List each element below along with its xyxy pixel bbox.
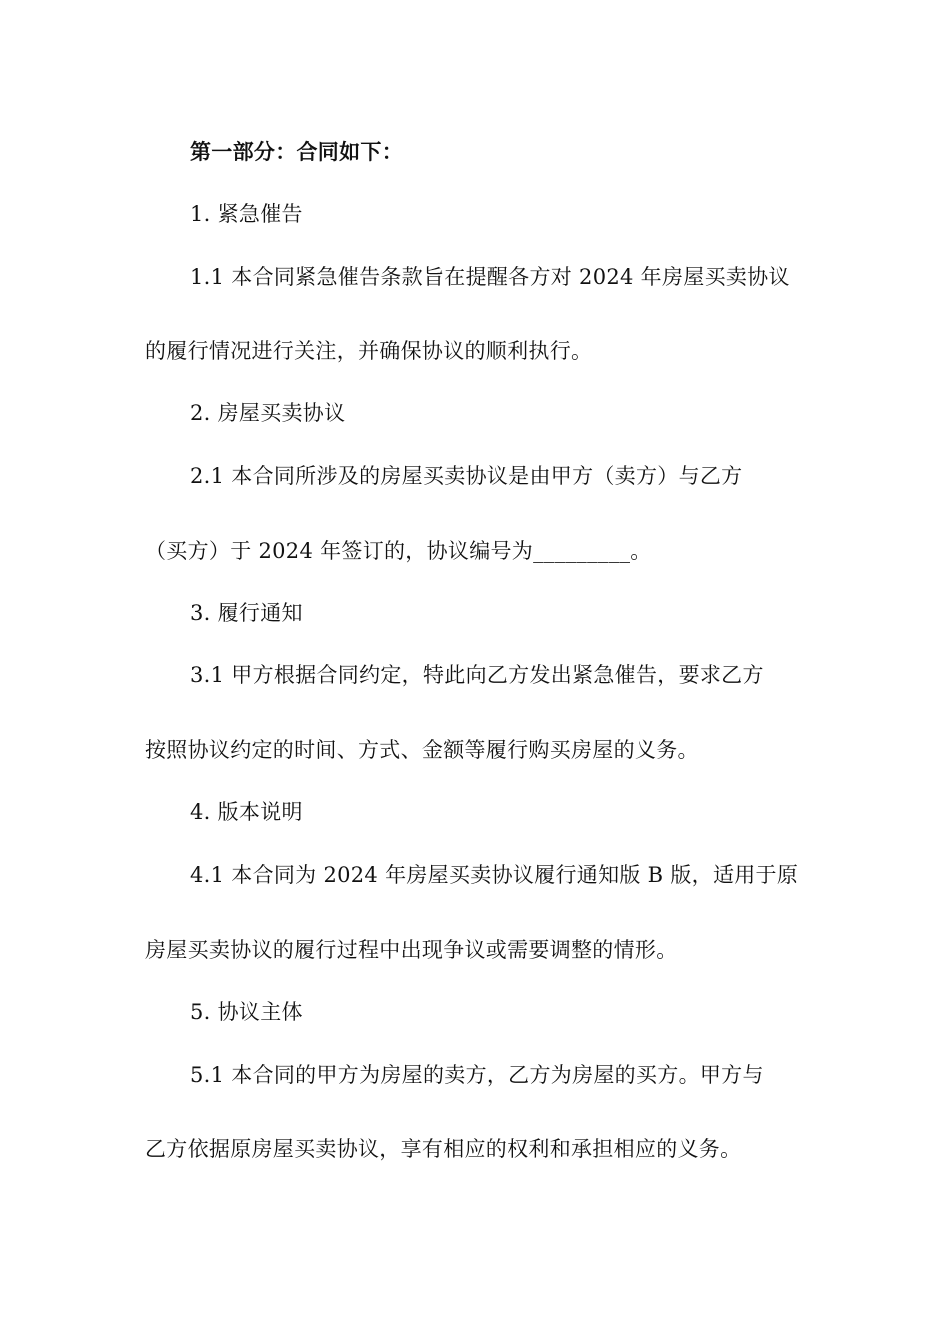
section-2-paragraph-line-1: 2.1 本合同所涉及的房屋买卖协议是由甲方（卖方）与乙方 — [190, 464, 743, 488]
part-title: 第一部分：合同如下： — [190, 140, 403, 164]
section-5-paragraph-line-1: 5.1 本合同的甲方为房屋的卖方，乙方为房屋的买方。甲方与 — [190, 1063, 764, 1087]
section-1-heading: 1. 紧急催告 — [190, 202, 303, 226]
section-2-heading: 2. 房屋买卖协议 — [190, 401, 346, 425]
section-3-paragraph-line-1: 3.1 甲方根据合同约定，特此向乙方发出紧急催告，要求乙方 — [190, 663, 764, 687]
section-4-paragraph-line-2: 房屋买卖协议的履行过程中出现争议或需要调整的情形。 — [145, 938, 678, 962]
section-1-paragraph-line-1: 1.1 本合同紧急催告条款旨在提醒各方对 2024 年房屋买卖协议 — [190, 265, 790, 289]
section-3-heading: 3. 履行通知 — [190, 601, 303, 625]
section-1-paragraph-line-2: 的履行情况进行关注，并确保协议的顺利执行。 — [145, 339, 593, 363]
section-4-paragraph-line-1: 4.1 本合同为 2024 年房屋买卖协议履行通知版 B 版，适用于原 — [190, 863, 799, 887]
section-5-heading: 5. 协议主体 — [190, 1000, 303, 1024]
section-4-heading: 4. 版本说明 — [190, 800, 303, 824]
section-2-paragraph-line-2: （买方）于 2024 年签订的，协议编号为_________。 — [145, 539, 652, 563]
section-3-paragraph-line-2: 按照协议约定的时间、方式、金额等履行购买房屋的义务。 — [145, 738, 699, 762]
section-5-paragraph-line-2: 乙方依据原房屋买卖协议，享有相应的权利和承担相应的义务。 — [145, 1137, 742, 1161]
